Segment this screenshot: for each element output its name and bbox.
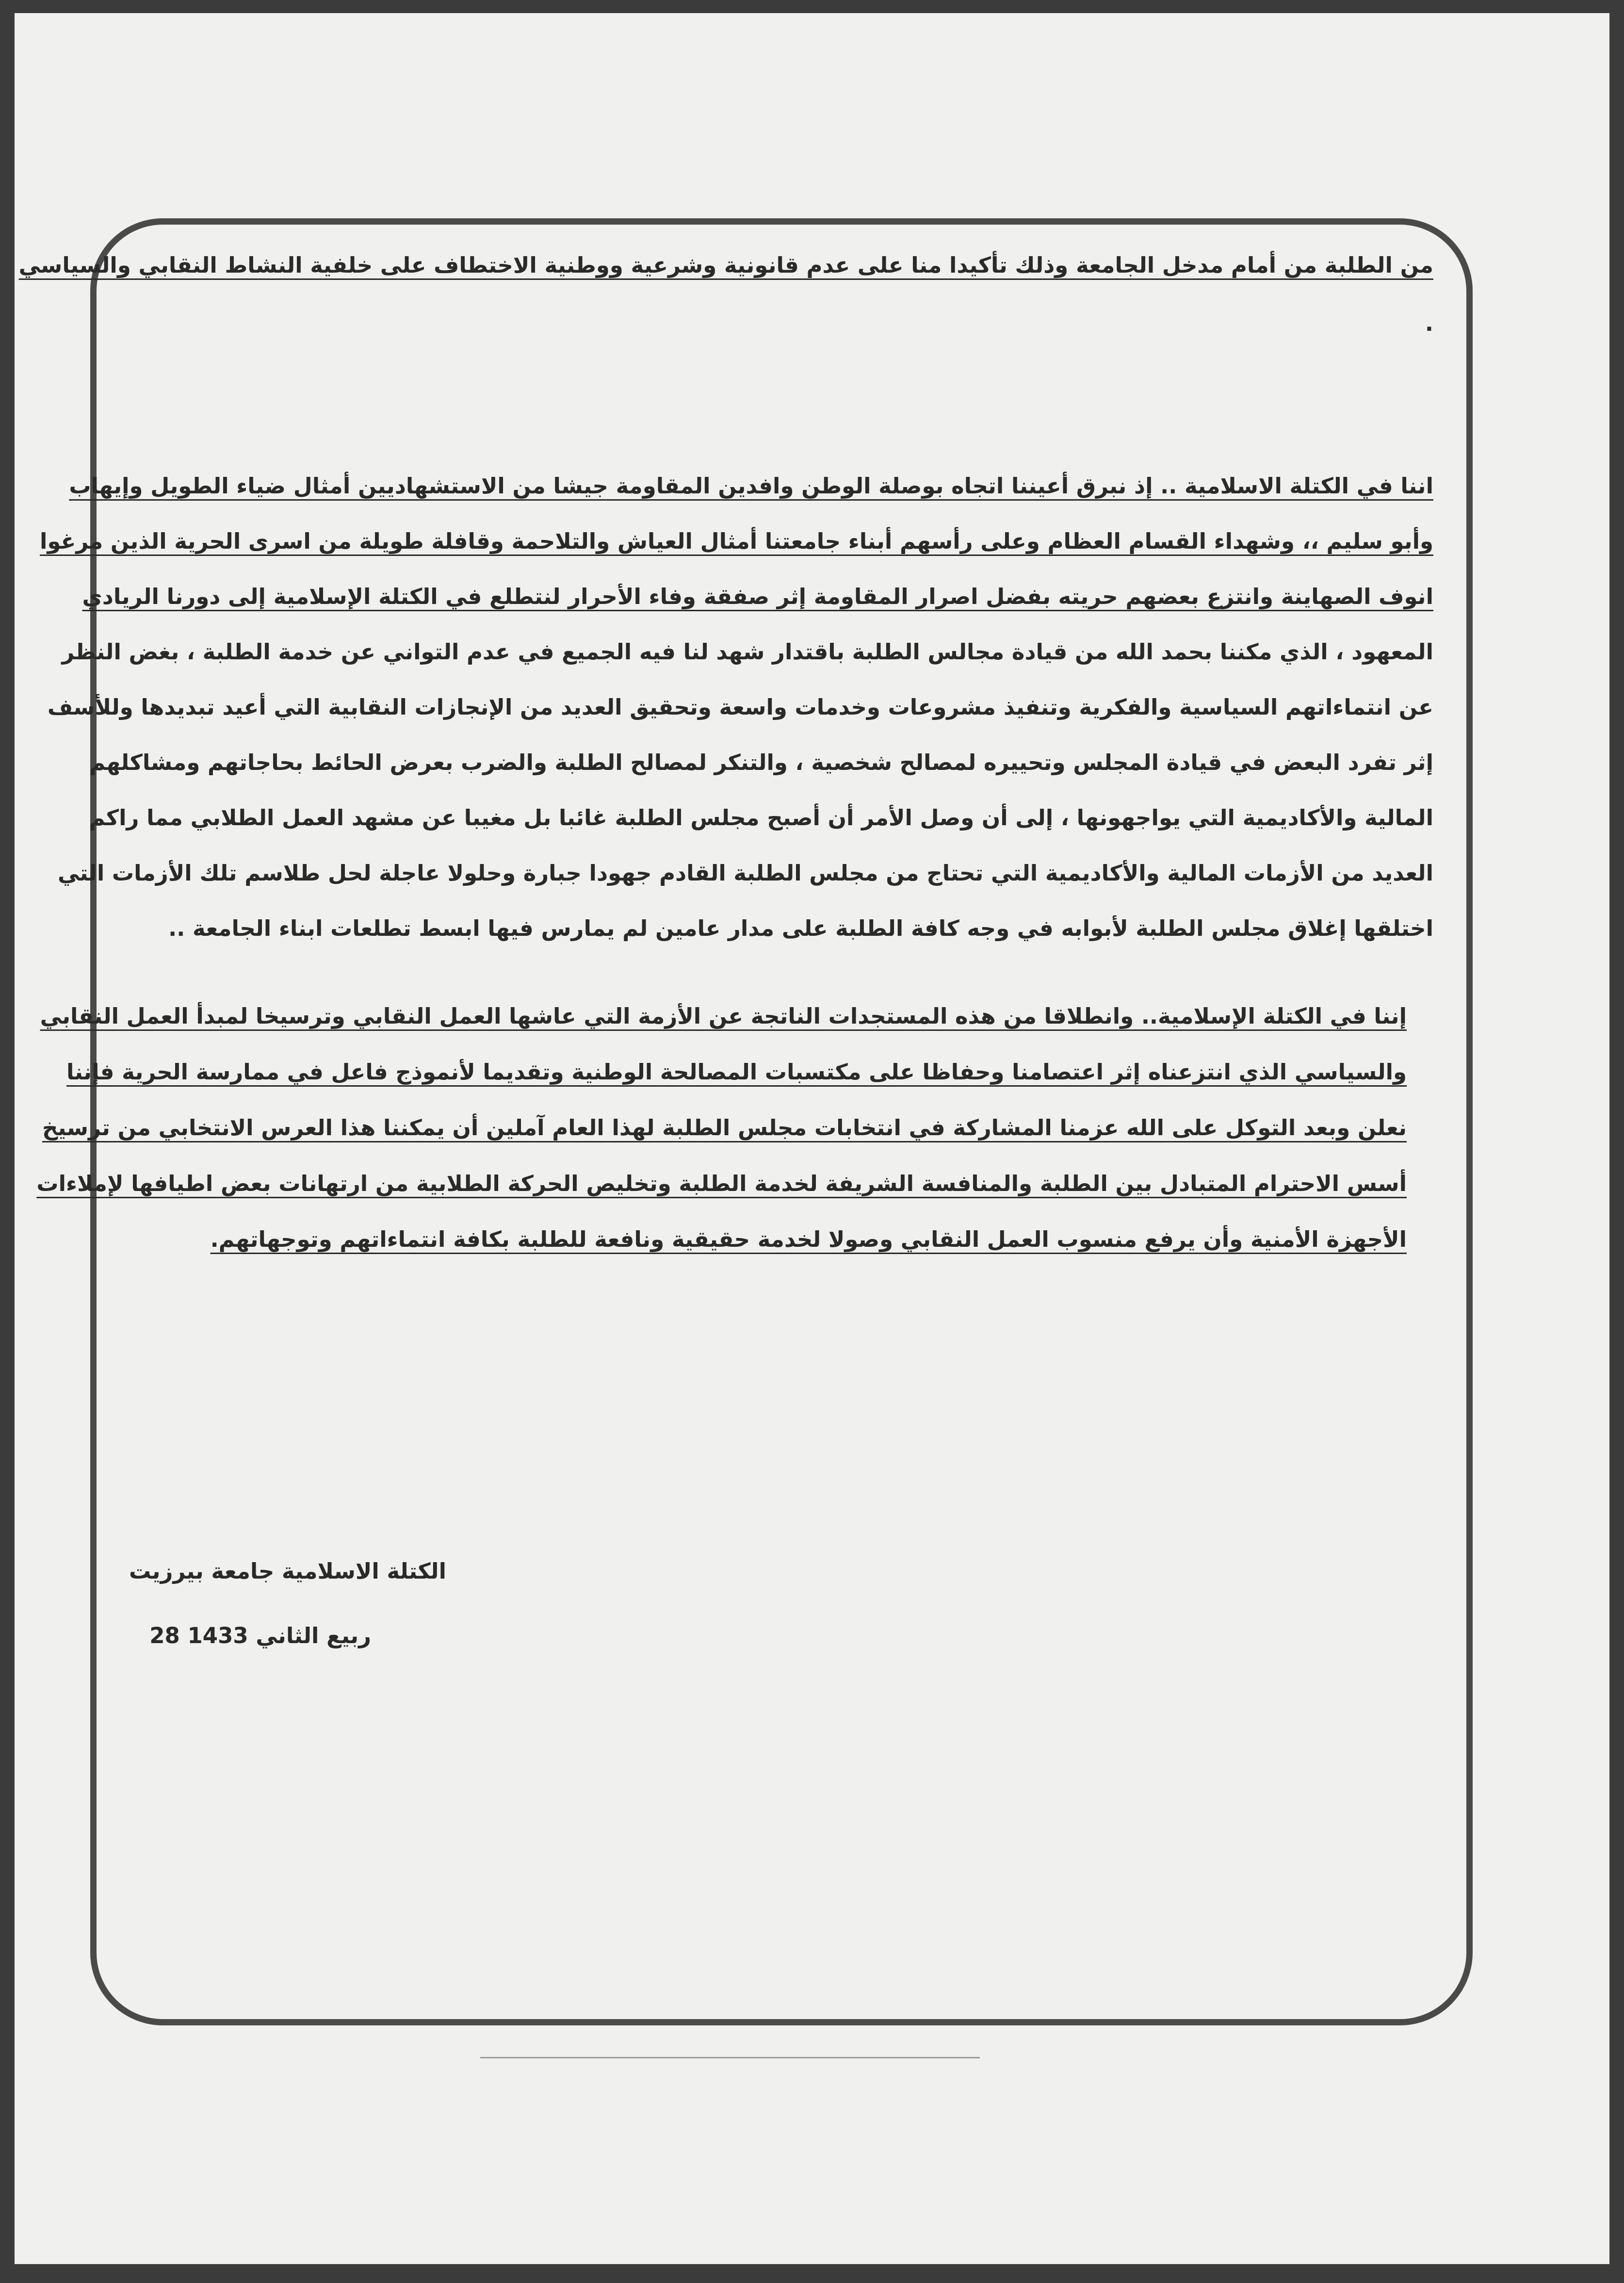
intro-line: من الطلبة من أمام مدخل الجامعة وذلك تأكيدا منا على عدم قانونية وشرعية ووطنية الاختطاف على خلفية النشاط النقابي والسياسي: [18, 252, 1433, 278]
paragraph-2-line: الأجهزة الأمنية وأن يرفع منسوب العمل النقابي وصولا لخدمة حقيقية ونافعة للطلبة بكافة انتماءاتهم وتوجهاتهم.: [210, 1226, 1407, 1252]
signature-organization: الكتلة الاسلامية جامعة بيرزيت: [129, 1558, 446, 1584]
paragraph-1-line: إثر تفرد البعض في قيادة المجلس وتحييره لمصالح شخصية ، والتنكر لمصالح الطلبة والضرب بعرض الحائط بحاجاتهم ومشاكلهم: [89, 750, 1433, 775]
paragraph-1-line: المالية والأكاديمية التي يواجهونها ، إلى أن وصل الأمر أن أصبح مجلس الطلبة غائبا بل مغيبا عن مشهد العمل الطلابي مما راكم: [89, 805, 1433, 831]
intro-line: .: [1425, 310, 1433, 336]
paragraph-1-line: اننا في الكتلة الاسلامية .. إذ نبرق أعيننا اتجاه بوصلة الوطن وافدين المقاومة جيشا من الاستشهاديين أمثال ضياء الطويل وإيهاب: [69, 473, 1433, 499]
paragraph-2-line: إننا في الكتلة الإسلامية.. وانطلاقا من هذه المستجدات الناتجة عن الأزمة التي عاشها العمل النقابي وترسيخا لمبدأ العمل النقابي: [40, 1003, 1407, 1029]
paragraph-1-line: اختلقها إغلاق مجلس الطلبة لأبوابه في وجه كافة الطلبة على مدار عامين لم يمارس فيها ابسط تطلعات ابناء الجامعة ..: [168, 915, 1433, 941]
paragraph-1: [40, 473, 1433, 968]
paragraph-2-line: أسس الاحترام المتبادل بين الطلبة والمنافسة الشريفة لخدمة الطلبة وتخليص الحركة الطلابية من ارتهانات بعض اطيافها لإملاءات: [36, 1171, 1407, 1196]
paragraph-2: [36, 1003, 1407, 1275]
paragraph-1-line: المعهود ، الذي مكننا بحمد الله من قيادة مجالس الطلبة باقتدار شهد لنا فيه الجميع في عدم التواني عن خدمة الطلبة ، بغض النظر: [62, 639, 1433, 665]
paragraph-1-line: انوف الصهاينة وانتزع بعضهم حريته بفضل اصرار المقاومة إثر صفقة وفاء الأحرار لنتطلع في الكتلة الإسلامية إلى دورنا الريادي: [82, 584, 1433, 609]
bottom-rule: [480, 2057, 980, 2058]
paragraph-2-line: والسياسي الذي انتزعناه إثر اعتصامنا وحفاظا على مكتسبات المصالحة الوطنية وتقديما لأنموذج فاعل في ممارسة الحرية فإننا: [66, 1059, 1407, 1085]
intro-block: [18, 252, 1433, 349]
paragraph-2-line: نعلن وبعد التوكل على الله عزمنا المشاركة في انتخابات مجلس الطلبة لهذا العام آملين أن يمكننا هذا العرس الانتخابي من ترسيخ: [42, 1115, 1407, 1141]
paragraph-1-line: عن انتماءاتهم السياسية والفكرية وتنفيذ مشروعات وخدمات واسعة وتحقيق العديد من الإنجازات النقابية التي أعيد تبديدها وللأسف: [47, 694, 1433, 720]
signature-date: ربيع الثاني 1433 28: [149, 1623, 371, 1648]
paragraph-1-line: وأبو سليم ،، وشهداء القسام العظام وعلى رأسهم أبناء جامعتنا أمثال العياش والتلاحمة وقافلة طويلة من اسرى الحرية الذين مرغوا: [40, 528, 1433, 554]
paragraph-1-line: العديد من الأزمات المالية والأكاديمية التي تحتاج من مجلس الطلبة القادم جهودا جبارة وحلولا عاجلة لحل طلاسم تلك الأزمات التي: [58, 860, 1433, 886]
